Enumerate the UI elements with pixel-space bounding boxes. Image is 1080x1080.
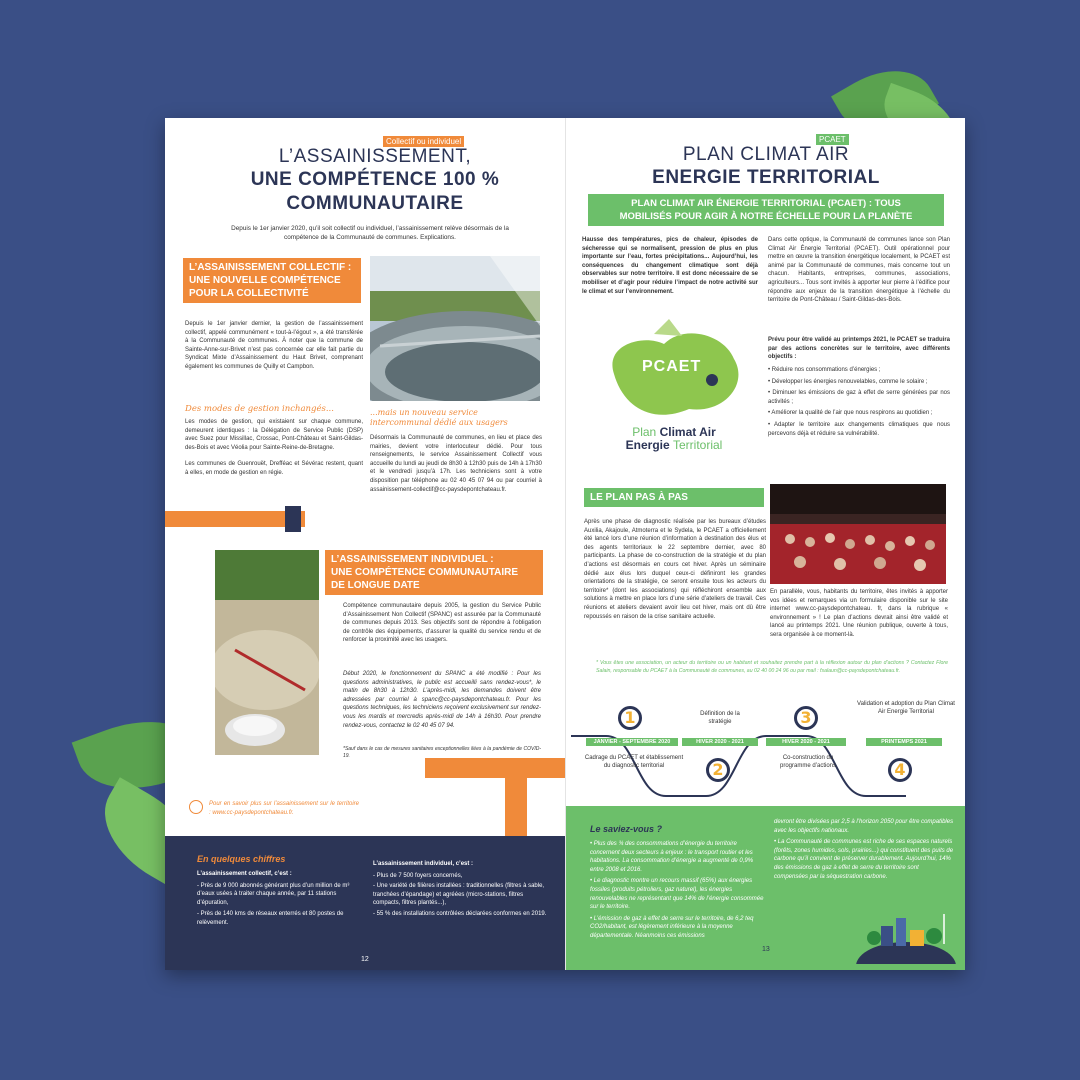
timeline-step-1: 1	[618, 706, 642, 730]
objective-item: • Diminuer les émissions de gaz à effet de serre générées par nos activités ;	[768, 390, 950, 405]
section-tag: Collectif ou individuel	[383, 136, 464, 147]
did-you-know-heading: Le saviez-vous ?	[590, 824, 663, 834]
figures-col-1: L’assainissement collectif, c’est : - Près de 9 000 abonnés générant plus d’un million de m³ d’eaux usées à traiter chaque année, par 11 stations d’épuration, - Près de 140 kms de réseaux enterrés et 80 postes de relèvement.	[197, 871, 350, 926]
pcaet-intro: Hausse des températures, pics de chaleur, épisodes de sécheresse qui se normalisent, pression de plus en plus importante sur l’eau, fortes précipitations... Aujourd’hui, les conséquences du changement climatique sont déjà observables sur notre territoire. Il est donc nécessaire de se mobiliser et d’agir pour réduire l’impact de notre activité sur le climat et sur l’environnement.	[582, 237, 758, 295]
intro-text: Depuis le 1er janvier 2020, qu’il soit collectif ou individuel, l’assainissement relève désormais de la compétence de la Communauté de communes. Explications.	[231, 225, 509, 241]
individuel-para-2: Début 2020, le fonctionnement du SPANC a été modifié : Pour les questions administratives, le public est accueilli sans rendez-vous*, le matin de 8h30 à 12h30. L’après-midi, les demandes doivent être adressées par courriel à spanc@cc-paysdepontchateau.fr. Pour les questions techniques, les techniciens reçoivent exclusivement sur rendez-vous les mardis et mercredis après-midi de 14h à 16h30. Pour prendre rendez-vous, contactez le 02 40 45 07 94.	[343, 671, 541, 729]
septic-tank-photo	[215, 550, 319, 755]
did-you-know-col-2: devront être divisées par 2,5 à l’horizon 2050 pour être compatibles avec les objectifs nationaux. • La Communauté de communes est riche de ses espaces naturels (forêts, zones humides, sols, prairies...) qui constituent des puits de carbone qu’il convient de préserver durablement. Aujourd’hui, 14% des émissions de gaz à effet de serre du territoire sont compensées par la séquestration carbone.	[774, 819, 954, 880]
collectif-para-4: Désormais la Communauté de communes, en lieu et place des mairies, devient votre interlocuteur dédié. Pour tous renseignements, le service Assainissement Collectif vous accueille du lundi au jeudi de 8h30 à 12h30 puis de 14h à 17h30 et le vendredi jusqu’à 17h. Les techniciens sont à votre disposition par téléphone au 02 40 45 07 94 ou par courriel à assainissement-collectif@cc-paysdepontchateau.fr.	[370, 435, 542, 493]
timeline-step-3: 3	[794, 706, 818, 730]
timeline-label-3: Co-construction du programme d’actions	[779, 755, 837, 769]
pcaet-logo-text: PCAET	[642, 358, 702, 375]
water-treatment-photo	[370, 256, 540, 401]
page-number-right: 13	[762, 946, 770, 953]
pcaet-logo	[594, 314, 754, 464]
right-page	[565, 118, 965, 970]
did-you-know-block	[566, 806, 965, 970]
pipe-joint	[285, 506, 301, 532]
page-title: L’ASSAINISSEMENT, UNE COMPÉTENCE 100 % COMMUNAUTAIRE	[250, 146, 500, 214]
objective-item: • Améliorer la qualité de l’air que nous respirons au quotidien ;	[768, 410, 933, 417]
pcaet-logo-caption: Plan Climat Air Energie Territorial	[625, 425, 723, 452]
info-icon	[189, 800, 203, 814]
collectif-para-2: Les modes de gestion, qui existaient sur chaque commune, demeurent identiques : la Délégation de Service Public (DSP) avec Suez pour Missillac, Crossac, Pont-Château et Saint-Gildas-des-Bois et avec Véolia pour Sainte-Reine-de-Bretagne.	[185, 419, 363, 451]
figures-heading: En quelques chiffres	[197, 854, 286, 864]
figures-col-2: L’assainissement individuel, c’est : - Plus de 7 500 foyers concernés, - Une variété de filières installées : traditionnelles (filtres à sable, tranchées d’épandage) et agréées (micro-stations, filtres compacts, filtres plantés...), - 55 % des installations contrôlées déclarées conformes en 2019.	[373, 861, 547, 917]
pcaet-tag: PCAET	[816, 134, 849, 145]
pas-a-pas-banner: LE PLAN PAS À PAS	[584, 488, 764, 507]
city-illustration	[856, 904, 956, 964]
timeline	[566, 696, 965, 806]
pcaet-banner: PLAN CLIMAT AIR ÉNERGIE TERRITORIAL (PCAET) : TOUS MOBILISÉS POUR AGIR À NOTRE ÉCHELLE POUR LA PLANÈTE	[588, 194, 944, 226]
timeline-date-1: JANVIER - SEPTEMBRE 2020	[586, 738, 678, 746]
pas-a-pas-para-1: Après une phase de diagnostic réalisée par les bureaux d’études Auxilia, Akajoule, Atmoterra et le Sydela, le PCAET a officiellement été lancé lors d’une réunion d’information à destination des élus et des agents territoriaux le 22 septembre dernier, avec 80 participants. La phase de co-construction de la stratégie et du plan d’actions est désormais en cours cet hiver. Après un séminaire dédié aux élus lors duquel ceux-ci définiront les grandes orientations de la stratégie, ce seront ensuite tous les acteurs du territoire* (dont les associations) qui réfléchiront ensemble aux solutions à mettre en place lors d’une série d’ateliers de travail. Ces réunions et ateliers devaient avoir lieu cet hiver, mais ont dû être repoussés en raison de la crise sanitaire actuelle.	[584, 519, 766, 620]
pipe-decoration	[165, 511, 305, 527]
collectif-para-3: Les communes de Guenrouët, Drefféac et Sévérac restent, quant à elles, en mode de gestion en régie.	[185, 461, 363, 476]
timeline-step-4: 4	[888, 758, 912, 782]
timeline-date-2: HIVER 2020 - 2021	[682, 738, 758, 746]
pas-a-pas-footnote: * Vous êtes une association, un acteur du territoire ou un habitant et souhaitez prendre part à la réflexion autour du plan d’actions ? Contactez Flore Salain, responsable du PCAET à la Communauté de communes, au 02 40 00 24 96 ou par mail : fsalaun@cc-paysdepontchateau.fr.	[596, 660, 948, 674]
collectif-subhead-1: Des modes de gestion inchangés...	[185, 404, 334, 414]
individuel-para-1: Compétence communautaire depuis 2005, la gestion du Service Public d’Assainissement Non Collectif (SPANC) est assurée par la Communauté de communes depuis 2013. Ses objectifs sont de répondre à l’obligation de contrôle des équipements, d’assurer la qualité du service rendu et de renforcer la proximité avec les usagers.	[343, 603, 541, 644]
did-you-know-col-1: • Plus des ¾ des consommations d’énergie du territoire concernent deux secteurs à enjeux : le transport routier et les habitations. La consommation d’énergie a augmenté de 0,9% entre 2008 et 2016. • Le diagnostic montre un recours massif (65%) aux énergies fossiles (produits pétroliers, gaz naturel), les énergies renouvelables ne représentant que 14% de l’énergie consommée sur le territoire. • L’émission de gaz à effet de serre sur le territoire, de 6,2 teq CO2/habitant, est légèrement inférieure à la moyenne départementale. Néanmoins ces émissions	[590, 841, 764, 939]
left-page	[165, 118, 565, 970]
collectif-para-1: Depuis le 1er janvier dernier, la gestion de l’assainissement collectif, appelé communément « tout-à-l’égout », a été transférée à la Communauté de communes. À noter que la commune de Sainte-Anne-sur-Brivet n’est pas concernée car elle fait partie du Syndicat Mixte d’Assainissement du Haut Brivet, comprenant également les communes de Quilly et Campbon.	[185, 321, 363, 370]
page-title-right: PLAN CLIMAT AIR ENERGIE TERRITORIAL	[652, 144, 880, 188]
timeline-date-4: PRINTEMPS 2021	[866, 738, 942, 746]
pcaet-col2-para2: Prévu pour être validé au printemps 2021, le PCAET se traduira par des actions concrètes sur le territoire, avec différents objectifs :	[768, 337, 950, 361]
collectif-banner: L’ASSAINISSEMENT COLLECTIF : UNE NOUVELLE COMPÉTENCE POUR LA COLLECTIVITÉ	[183, 258, 361, 303]
page-number-left: 12	[361, 956, 369, 963]
collectif-subhead-2: ...mais un nouveau service intercommunal dédié aux usagers	[370, 408, 508, 427]
objective-item: • Développer les énergies renouvelables, comme le solaire ;	[768, 378, 928, 385]
objective-item: • Réduire nos consommations d’énergies ;	[768, 367, 881, 373]
objectives-list	[768, 366, 950, 441]
timeline-label-1: Cadrage du PCAET et établissement du diagnostic territorial	[584, 755, 684, 769]
timeline-label-2: Définition de la stratégie	[700, 711, 740, 725]
individuel-banner: L’ASSAINISSEMENT INDIVIDUEL : UNE COMPÉTENCE COMMUNAUTAIRE DE LONGUE DATE	[325, 550, 543, 595]
timeline-step-2: 2	[706, 758, 730, 782]
magazine-spread	[165, 118, 965, 970]
objective-item: • Adapter le territoire aux changements climatiques que nous percevons déjà et réduire sa vulnérabilité.	[768, 421, 950, 437]
pas-a-pas-para-2: En parallèle, vous, habitants du territoire, êtes invités à apporter vos idées et remarques via un formulaire disponible sur le site internet www.cc-paysdepontchateau. fr, dans la rubrique « environnement » ! Le plan d’actions devrait ainsi être validé et lancé au printemps 2021. Une réunion publique, ouverte à tous, sera organisée à ce moment-là.	[770, 589, 948, 638]
pipe-horizontal	[425, 758, 565, 778]
timeline-date-3: HIVER 2020 - 2021	[766, 738, 846, 746]
pipe-vertical	[505, 758, 527, 848]
meeting-photo	[770, 484, 946, 584]
pcaet-col2-para1: Dans cette optique, la Communauté de communes lance son Plan Climat Air Énergie Territorial (PCAET). Outil opérationnel pour mettre en œuvre la transition énergétique localement, le PCAET est animé par la Communauté de communes, mais concerne tout un chacun. Habitants, entreprises, communes, associations, agriculteurs... Tous sont invités à apporter leur pierre à l’édifice pour répondre aux enjeux de la transition énergétique à l’échelle du territoire de Pont-Château / Saint-Gildas-des-Bois.	[768, 237, 950, 304]
timeline-label-4: Validation et adoption du Plan Climat Air Energie Territorial	[857, 701, 955, 715]
figures-block	[165, 836, 565, 970]
individuel-note: *Sauf dans le cas de mesures sanitaires exceptionnelles liées à la pandémie de COVID-19.	[343, 746, 541, 759]
more-info-text: Pour en savoir plus sur l’assainissement sur le territoire : www.cc-paysdepontchateau.fr.	[209, 801, 359, 816]
